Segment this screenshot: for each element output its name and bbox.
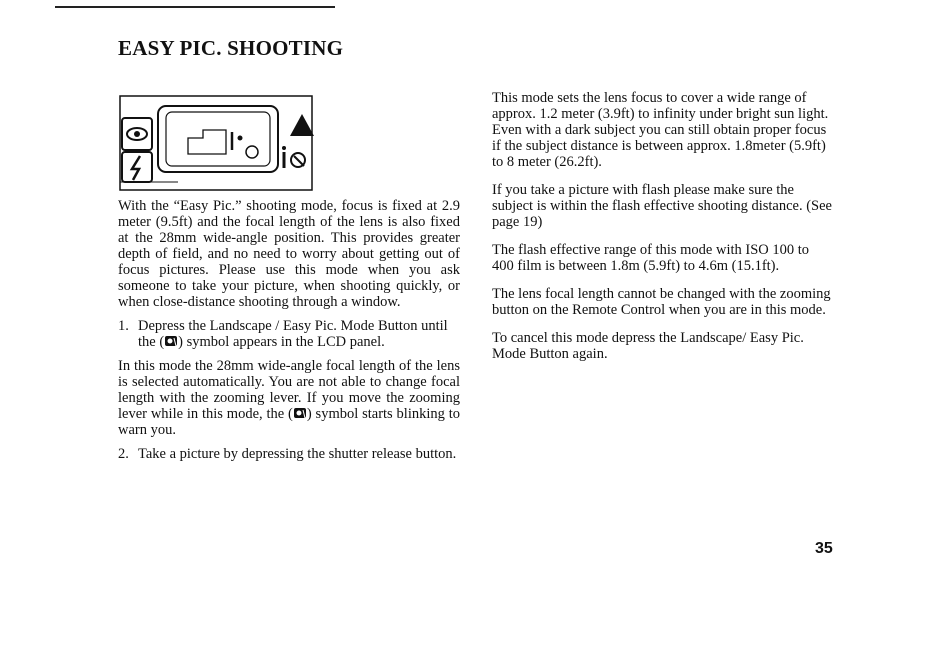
step-1-text-start: Depress the Landscape / Easy Pic. Mode Button until the ( — [138, 318, 448, 350]
step-2-number: 2. — [118, 446, 129, 462]
step-1-text-end: ) symbol appears in the LCD panel. — [178, 334, 385, 350]
lcd-panel-figure — [118, 94, 318, 194]
step-2 — [118, 446, 460, 462]
top-rule — [55, 6, 335, 8]
lcd-panel-diagram-icon — [118, 94, 318, 194]
mode-paragraph-end: ) symbol starts blinking to warn you. — [118, 406, 460, 438]
step-2-text: Take a picture by depressing the shutter release button. — [138, 446, 457, 462]
step-1-number: 1. — [118, 318, 129, 334]
intro-paragraph: With the “Easy Pic.” shooting mode, focus is fixed at 2.9 meter (9.5ft) and the focal length of the lens is also fixed at the 28mm wide-angle position. This provides greater depth of field, and no need to worry about getting out of focus pictures. Please use this mode when you ask someone to take your picture, when shooting quickly, or when close-distance shooting through a window. — [118, 198, 460, 310]
easy-pic-symbol-icon — [293, 406, 307, 420]
page-number: 35 — [815, 540, 833, 557]
easy-pic-symbol-icon — [164, 334, 178, 348]
mode-paragraph — [118, 358, 460, 438]
right-column — [492, 90, 832, 374]
mode-paragraph-start: In this mode the 28mm wide-angle focal length of the lens is selected automatically. You are not able to change focal length with the zooming lever. If you move the zooming lever while in this mode, the ( — [118, 358, 460, 422]
zoom-lock-paragraph: The lens focal length cannot be changed with the zooming button on the Remote Control when you are in this mode. — [492, 286, 831, 318]
step-1 — [118, 318, 460, 350]
page-title: EASY PIC. SHOOTING — [118, 36, 344, 60]
cancel-paragraph: To cancel this mode depress the Landscape/ Easy Pic. Mode Button again. — [492, 330, 804, 362]
left-column — [118, 198, 460, 470]
focus-range-paragraph: This mode sets the lens focus to cover a wide range of approx. 1.2 meter (3.9ft) to infinity under bright sun light. Even with a dark subject you can still obtain proper focus if the subject distance is between approx. 1.8meter (5.9ft) to 8 meter (26.2ft). — [492, 90, 829, 170]
flash-range-paragraph: The flash effective range of this mode with ISO 100 to 400 film is between 1.8m (5.9ft) to 4.6m (15.1ft). — [492, 242, 810, 274]
step-1-text — [138, 318, 460, 350]
flash-paragraph: If you take a picture with flash please make sure the subject is within the flash effective shooting distance. (See page 19) — [492, 182, 832, 230]
